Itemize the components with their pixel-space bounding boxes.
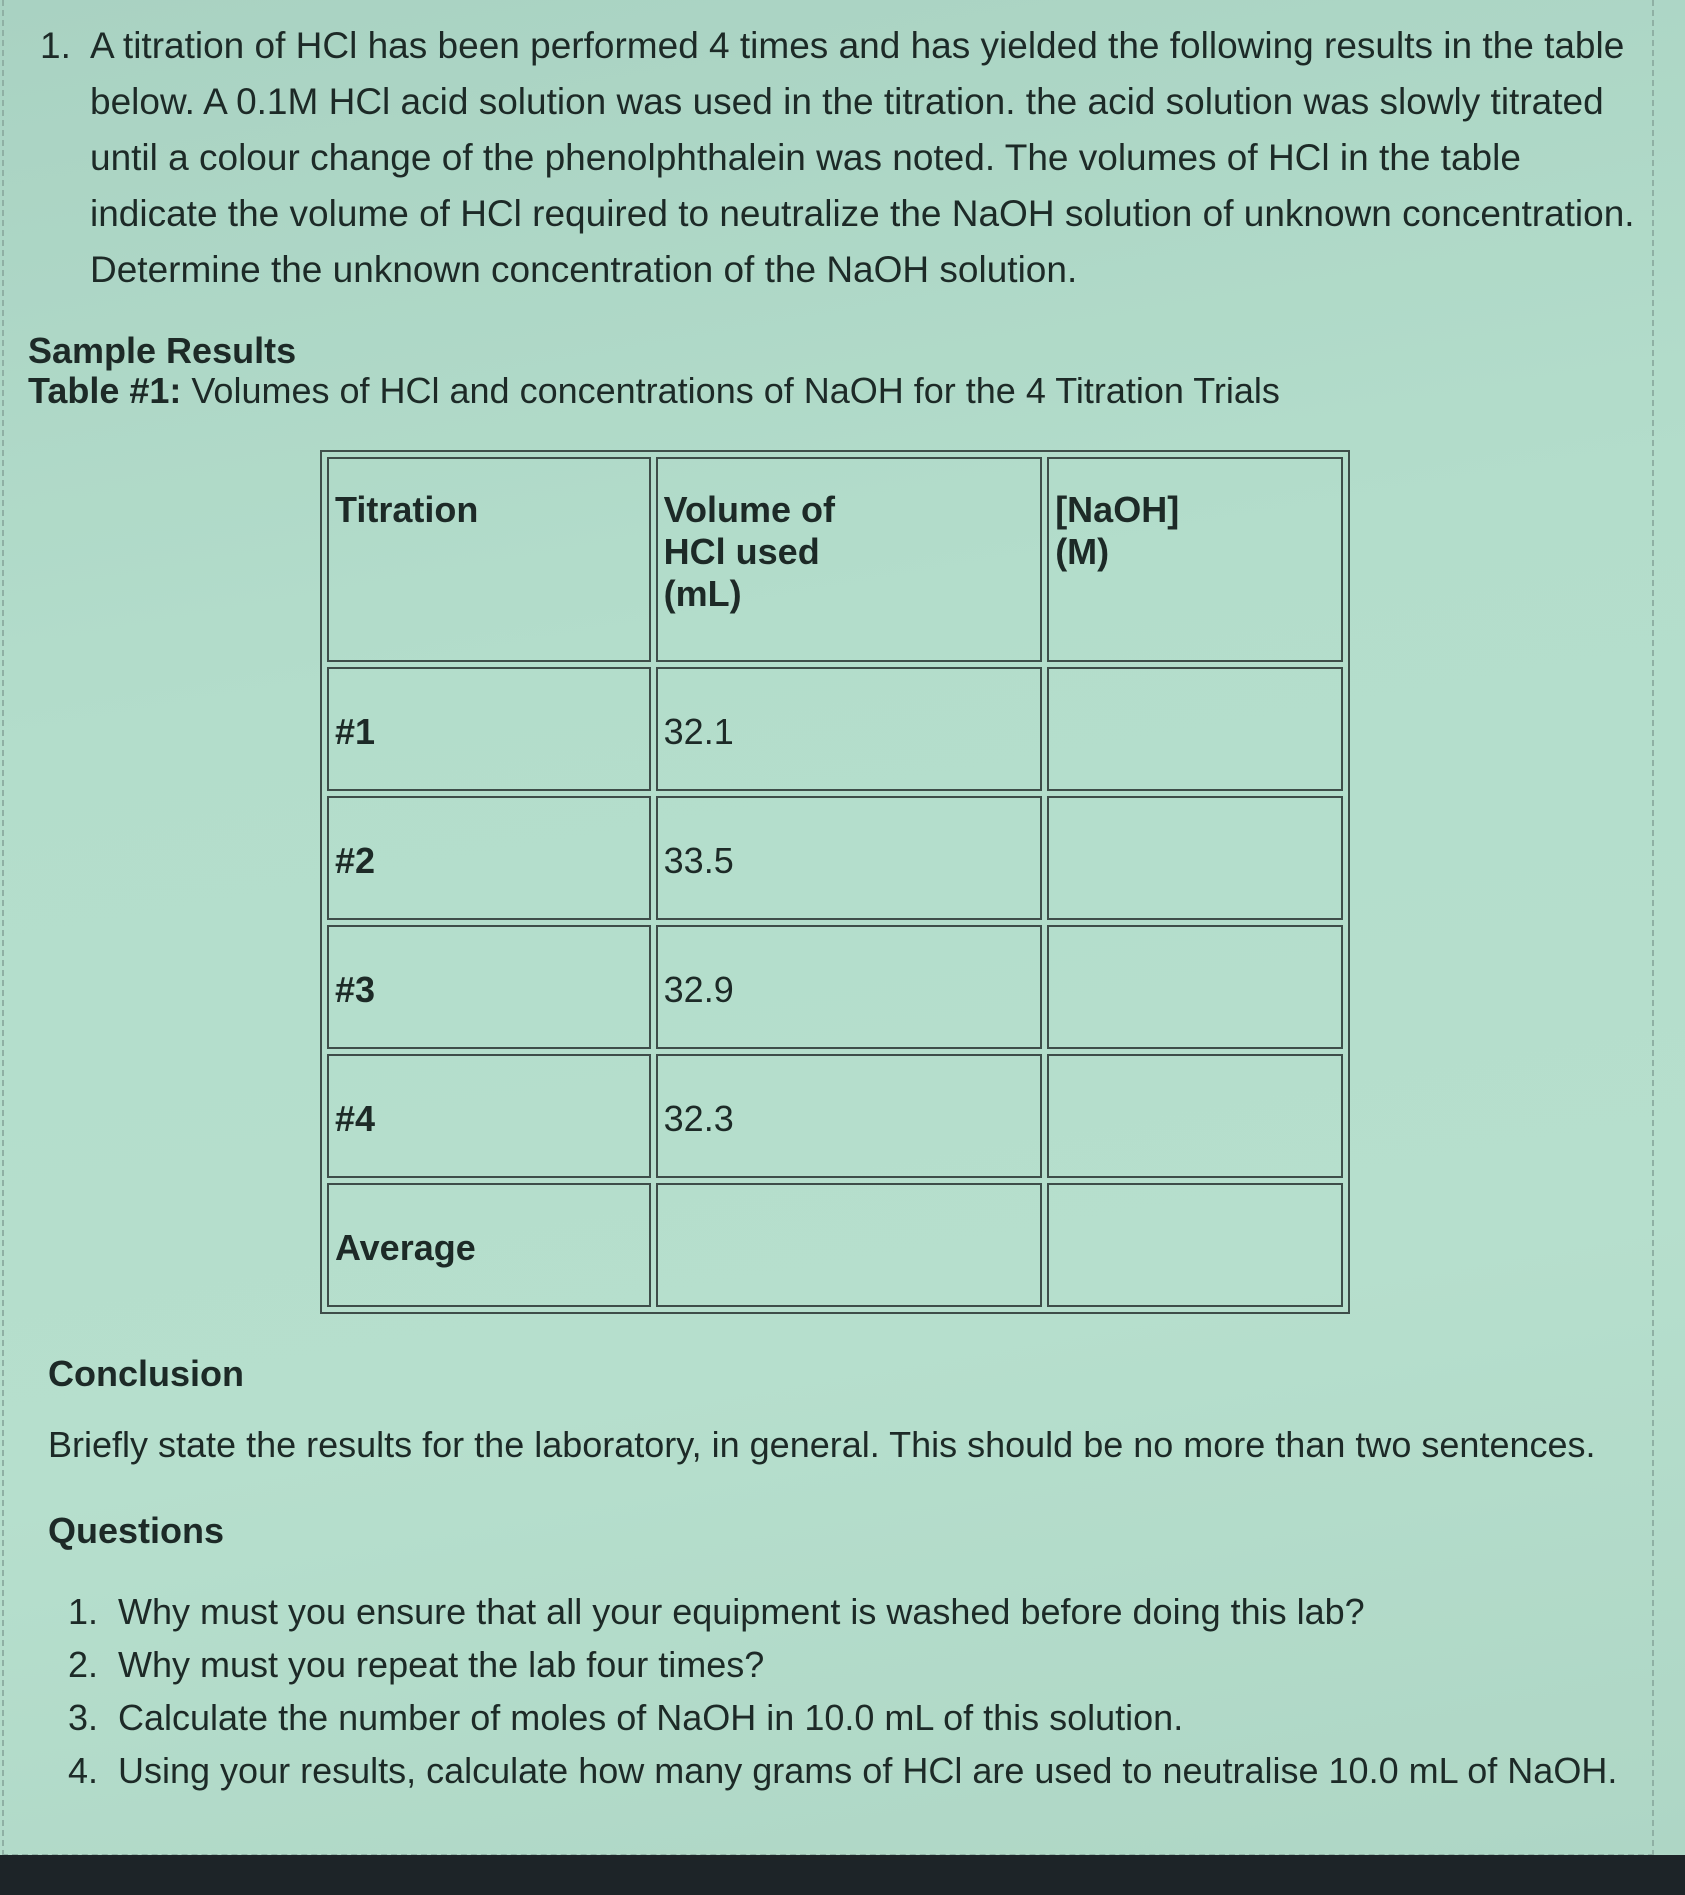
questions-list [68, 1585, 1617, 1797]
conclusion-text: Briefly state the results for the laboratory, in general. This should be no more than two sentences. [48, 1424, 1596, 1465]
header-volume-line3: (mL) [663, 573, 742, 614]
row-volume: 32.1 [656, 667, 1043, 791]
row-volume: 32.3 [656, 1054, 1043, 1178]
header-volume [656, 457, 1043, 662]
sample-results-heading: Sample Results [28, 330, 297, 371]
row-naoh-cell[interactable] [1047, 667, 1343, 791]
questions-heading: Questions [48, 1510, 225, 1551]
row-naoh-cell[interactable] [1047, 1183, 1343, 1307]
list-item-text: Why must you repeat the lab four times? [118, 1644, 765, 1685]
results-table [320, 450, 1350, 1314]
row-label: #3 [327, 925, 651, 1049]
row-naoh-cell[interactable] [1047, 925, 1343, 1049]
table-row [327, 1054, 1343, 1178]
header-naoh [1047, 457, 1343, 662]
table-header-row [327, 457, 1343, 662]
list-item [68, 1744, 1617, 1797]
row-volume: 32.9 [656, 925, 1043, 1049]
table-caption [28, 370, 1280, 412]
main-question [40, 18, 1640, 298]
row-naoh-cell[interactable] [1047, 796, 1343, 920]
header-volume-line1: Volume of [663, 489, 835, 530]
row-label: #4 [327, 1054, 651, 1178]
list-item-number: 1. [68, 1591, 99, 1632]
list-item-number: 4. [68, 1750, 99, 1791]
row-volume: 33.5 [656, 796, 1043, 920]
screen-bottom-bezel [0, 1855, 1685, 1895]
list-item-text: Using your results, calculate how many grams of HCl are used to neutralise 10.0 mL of NaOH. [118, 1750, 1618, 1791]
row-label: #2 [327, 796, 651, 920]
table-row [327, 667, 1343, 791]
list-item [68, 1638, 1617, 1691]
table-row [327, 925, 1343, 1049]
header-naoh-line1: [NaOH] [1055, 489, 1180, 530]
question-text: A titration of HCl has been performed 4 times and has yielded the following results in the table below. A 0.1M HCl acid solution was used in the titration. the acid solution was slowly titrated until a colour change of the phenolphthalein was noted. The volumes of HCl in the table indicate the volume of HCl required to neutralize the NaOH solution of unknown concentration. Determine the unknown concentration of the NaOH solution. [90, 25, 1635, 290]
list-item-text: Why must you ensure that all your equipment is washed before doing this lab? [118, 1591, 1365, 1632]
row-label: #1 [327, 667, 651, 791]
list-item-text: Calculate the number of moles of NaOH in 10.0 mL of this solution. [118, 1697, 1184, 1738]
header-volume-line2: HCl used [663, 531, 820, 572]
table-row [327, 796, 1343, 920]
row-label: Average [327, 1183, 651, 1307]
question-number: 1. [40, 25, 71, 66]
list-item [68, 1585, 1617, 1638]
row-volume-cell[interactable] [656, 1183, 1043, 1307]
conclusion-heading: Conclusion [48, 1353, 244, 1394]
table-row-average [327, 1183, 1343, 1307]
list-item-number: 2. [68, 1644, 99, 1685]
header-titration: Titration [327, 457, 651, 662]
table-caption-text: Volumes of HCl and concentrations of NaOH for the 4 Titration Trials [191, 370, 1280, 411]
table-caption-label: Table #1: [28, 370, 182, 411]
list-item [68, 1691, 1617, 1744]
list-item-number: 3. [68, 1697, 99, 1738]
row-naoh-cell[interactable] [1047, 1054, 1343, 1178]
header-naoh-line2: (M) [1055, 531, 1110, 572]
